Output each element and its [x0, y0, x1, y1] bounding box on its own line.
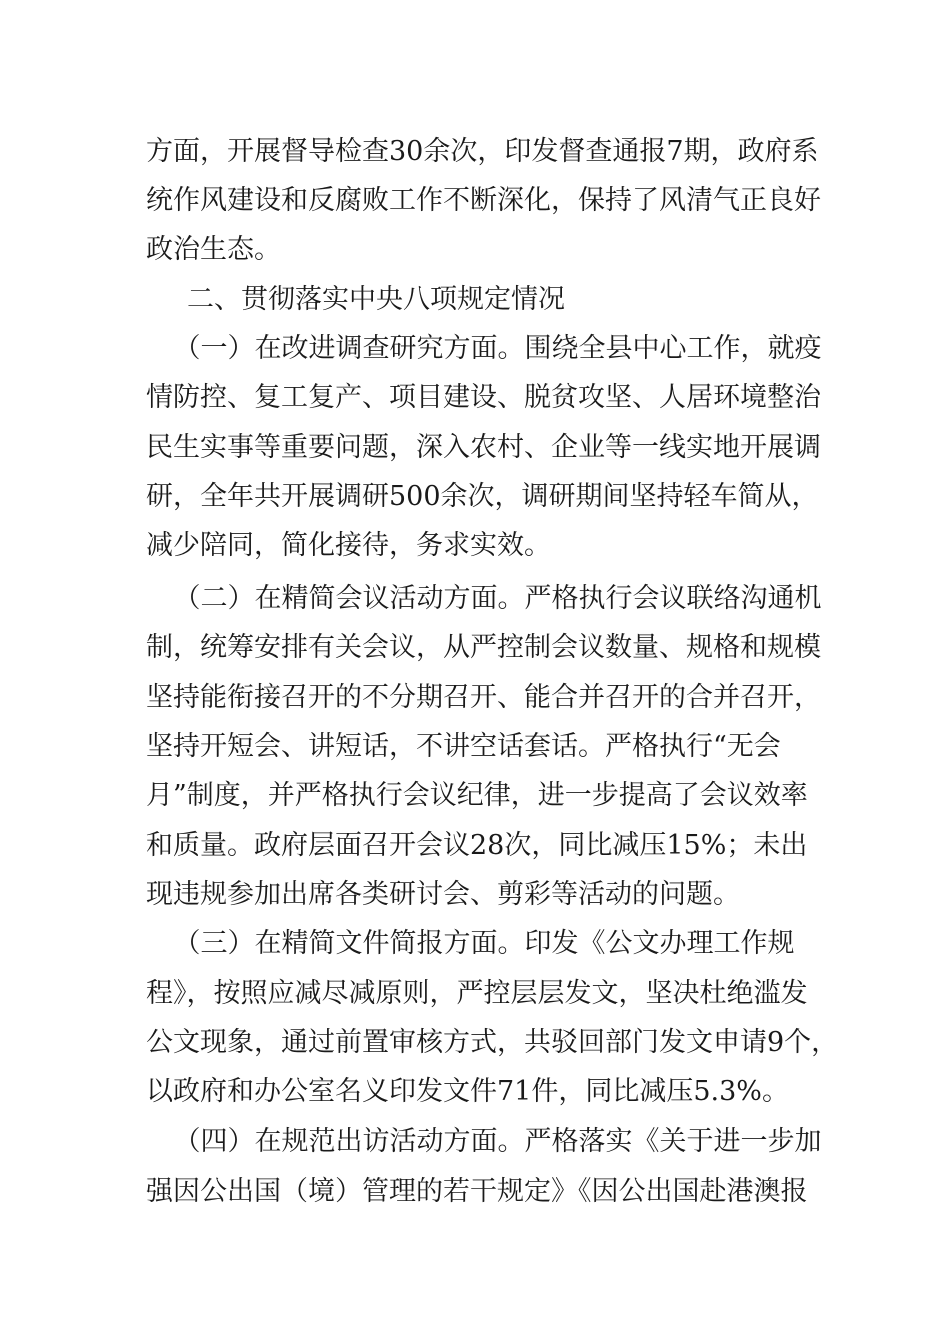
text-line: 方面，开展督导检查30余次，印发督查通报7期，政府系	[146, 136, 819, 167]
text-line: 强因公出国（境）管理的若干规定》《因公出国赴港澳报	[146, 1176, 808, 1207]
text-line: 程》，按照应减尽减原则，严控层层发文，坚决杜绝滥发	[146, 978, 808, 1009]
section-heading: 二、贯彻落实中央八项规定情况	[160, 284, 565, 315]
text-line: 现违规参加出席各类研讨会、剪彩等活动的问题。	[146, 879, 740, 910]
text-line: （三）在精简文件简报方面。印发《公文办理工作规	[160, 928, 795, 959]
text-line: 统作风建设和反腐败工作不断深化，保持了风清气正良好	[146, 185, 821, 216]
text-line: 坚持开短会、讲短话，不讲空话套话。严格执行“无会	[146, 731, 781, 762]
text-line: （四）在规范出访活动方面。严格落实《关于进一步加	[160, 1126, 822, 1157]
text-line: 坚持能衔接召开的不分期召开、能合并召开的合并召开，	[146, 682, 821, 713]
text-line: 研，全年共开展调研500余次，调研期间坚持轻车简从，	[146, 481, 819, 512]
text-line: （一）在改进调查研究方面。围绕全县中心工作，就疫	[160, 333, 822, 364]
text-line: 民生实事等重要问题，深入农村、企业等一线实地开展调	[146, 432, 821, 463]
text-line: 制，统筹安排有关会议，从严控制会议数量、规格和规模	[146, 632, 821, 663]
text-line: 以政府和办公室名义印发文件71件，同比减压5.3%。	[146, 1076, 789, 1107]
text-line: 月”制度，并严格执行会议纪律，进一步提高了会议效率	[146, 780, 808, 811]
text-line: （二）在精简会议活动方面。严格执行会议联络沟通机	[160, 583, 822, 614]
text-line: 情防控、复工复产、项目建设、脱贫攻坚、人居环境整治	[146, 382, 821, 413]
text-line: 和质量。政府层面召开会议28次，同比减压15%；未出	[146, 830, 808, 861]
text-line: 政治生态。	[146, 234, 281, 265]
text-line: 公文现象，通过前置审核方式，共驳回部门发文申请9个，	[146, 1027, 839, 1058]
text-line: 减少陪同，简化接待，务求实效。	[146, 530, 551, 561]
